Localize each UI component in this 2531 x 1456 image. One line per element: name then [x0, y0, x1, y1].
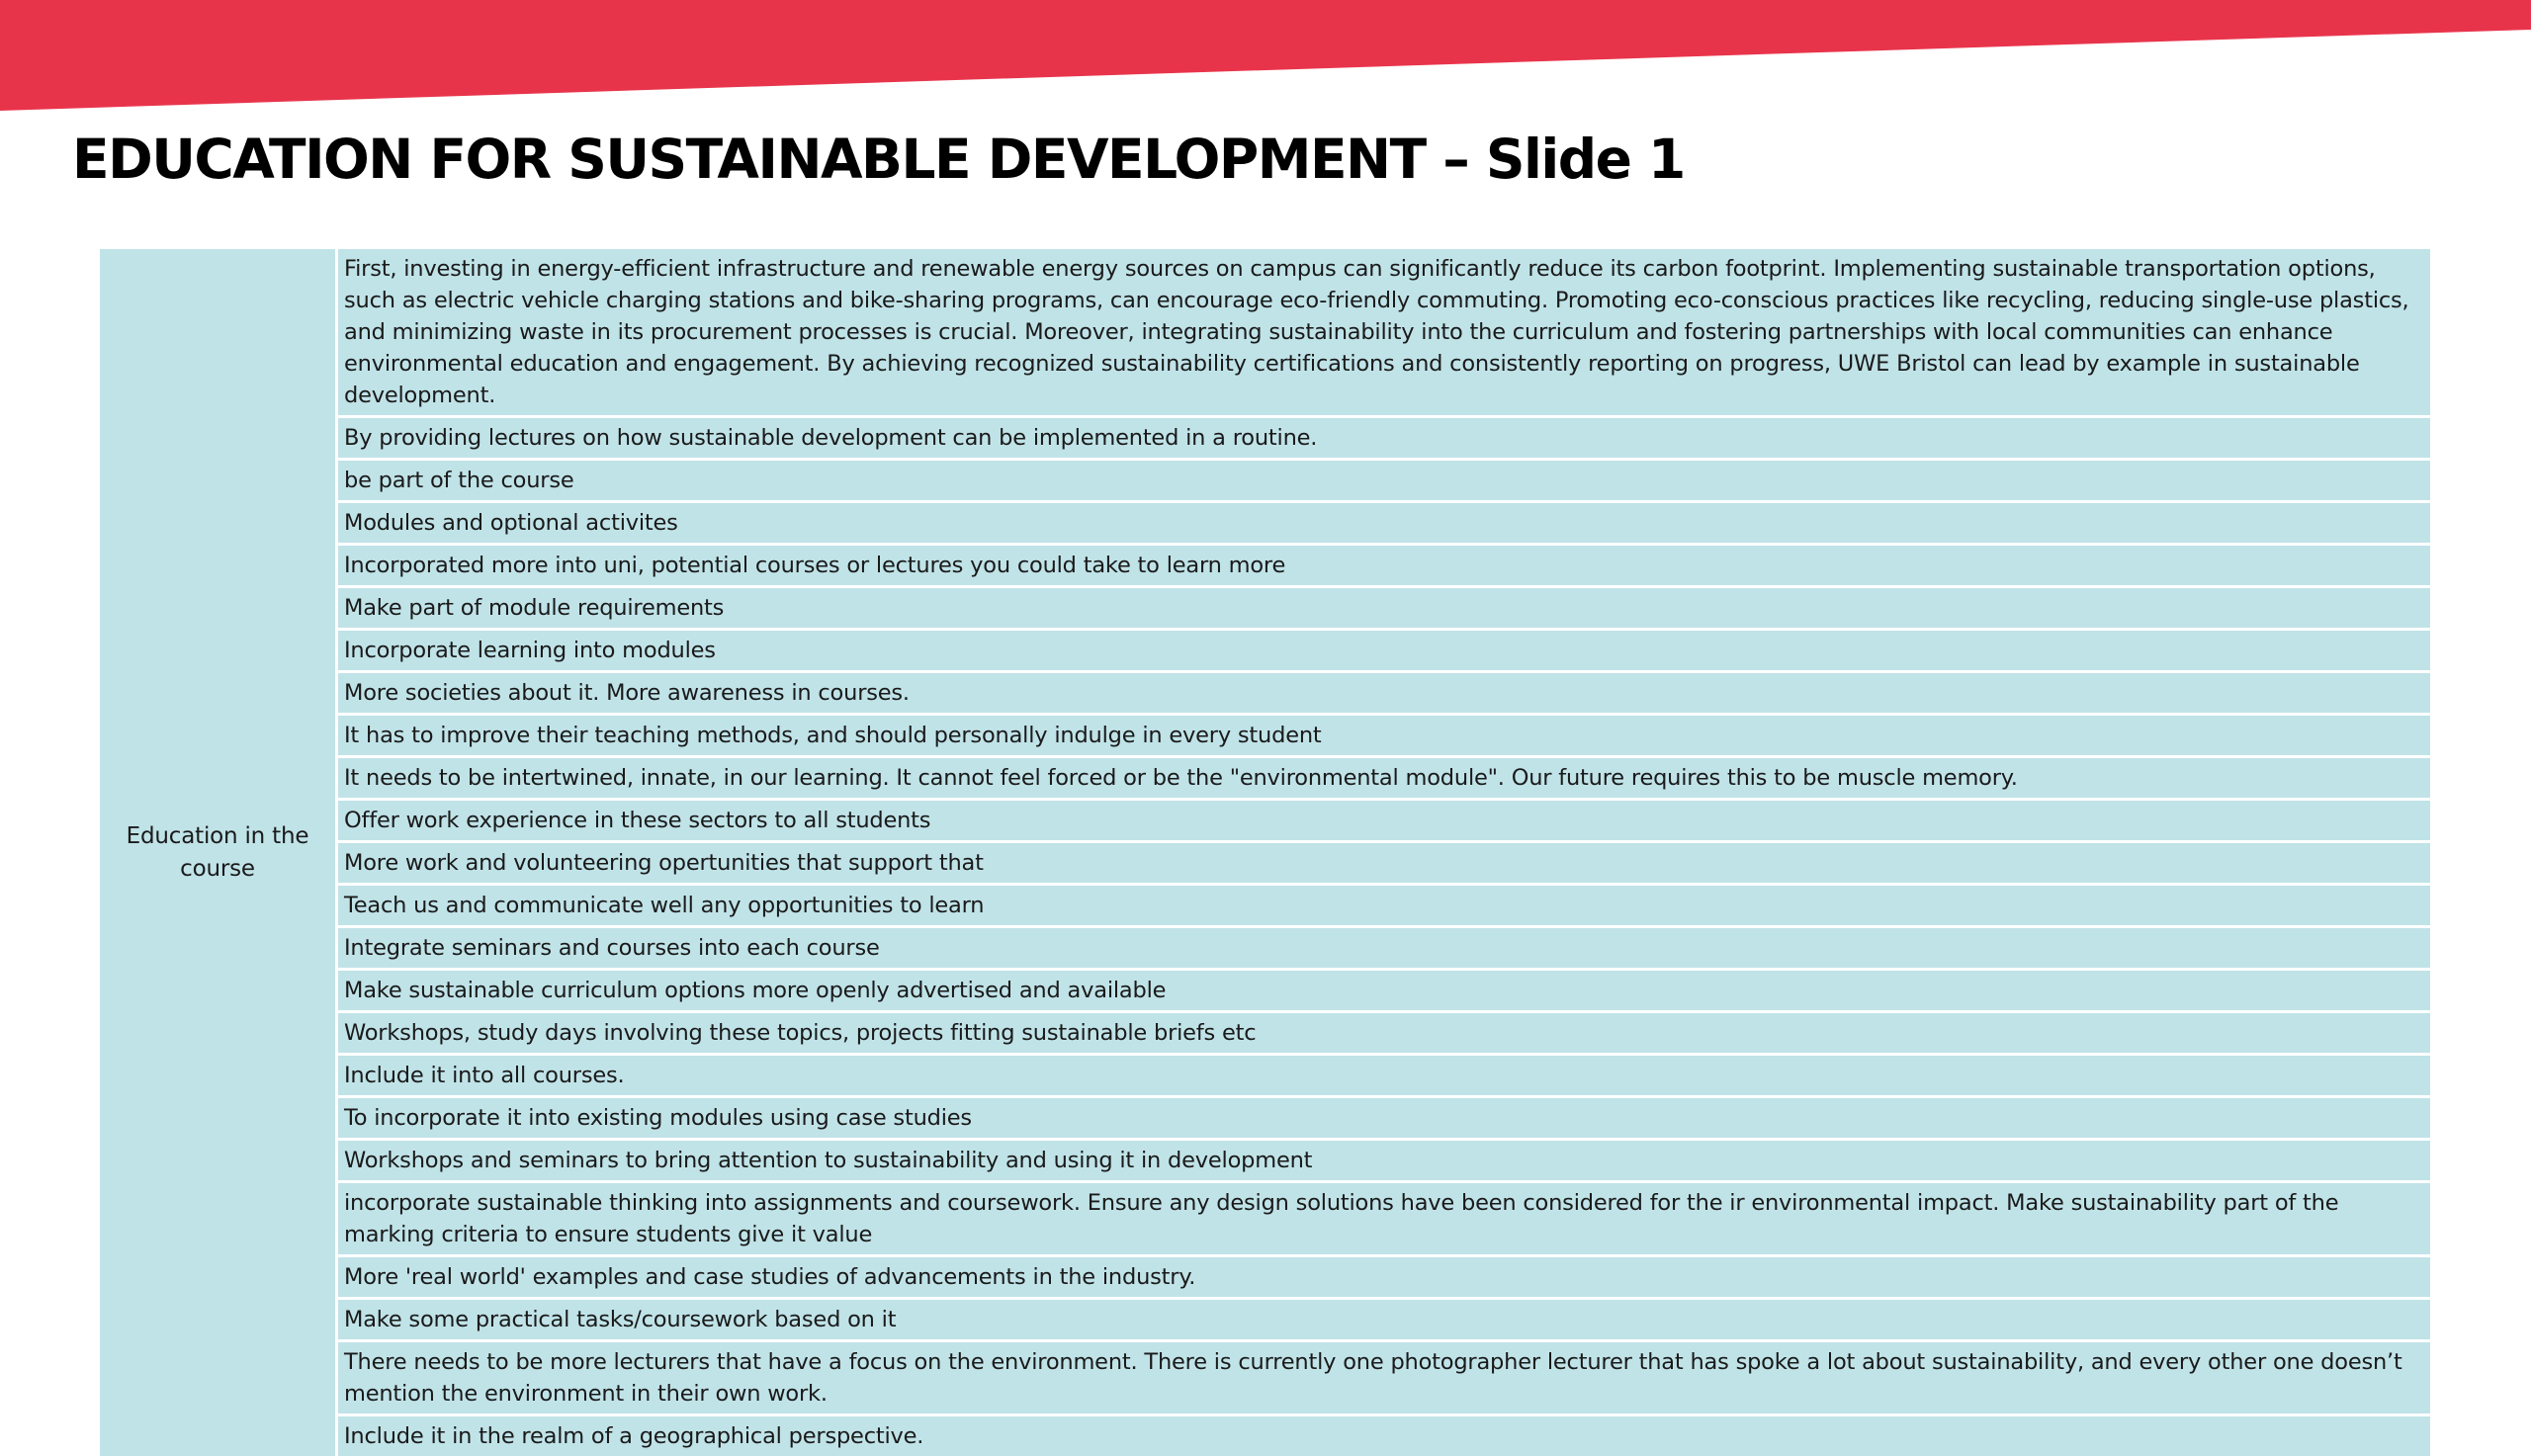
response-cell: Workshops, study days involving these topics, projects fitting sustainable briefs etc — [337, 1012, 2431, 1055]
table-row — [100, 1415, 2430, 1456]
table-row — [100, 800, 2430, 842]
table-row — [100, 1012, 2430, 1055]
response-cell: be part of the course — [337, 460, 2431, 502]
table-row — [100, 715, 2430, 757]
response-cell: By providing lectures on how sustainable development can be implemented in a routine. — [337, 417, 2431, 460]
responses-table — [100, 249, 2430, 1456]
table-row — [100, 927, 2430, 970]
category-cell: Education in the course — [100, 249, 337, 1456]
table-row — [100, 249, 2430, 417]
table-row — [100, 1140, 2430, 1182]
response-cell: More 'real world' examples and case studies of advancements in the industry. — [337, 1256, 2431, 1299]
response-cell: It has to improve their teaching methods, and should personally indulge in every student — [337, 715, 2431, 757]
table-row — [100, 417, 2430, 460]
response-cell: Modules and optional activites — [337, 502, 2431, 545]
response-cell: There needs to be more lecturers that have a focus on the environment. There is currently one photographer lecturer that has spoke a lot about sustainability, and every other one doesn’t mention the environment in their own work. — [337, 1341, 2431, 1415]
table-row — [100, 1299, 2430, 1341]
table-row — [100, 460, 2430, 502]
response-cell: Offer work experience in these sectors to all students — [337, 800, 2431, 842]
table-row — [100, 545, 2430, 587]
response-cell: Teach us and communicate well any opportunities to learn — [337, 885, 2431, 927]
response-cell: Integrate seminars and courses into each course — [337, 927, 2431, 970]
response-cell: Include it in the realm of a geographical perspective. — [337, 1415, 2431, 1456]
response-cell: Make part of module requirements — [337, 587, 2431, 630]
response-cell: More work and volunteering opertunities that support that — [337, 842, 2431, 885]
table-row — [100, 672, 2430, 715]
slide-title: EDUCATION FOR SUSTAINABLE DEVELOPMENT – Slide 1 — [72, 115, 1685, 204]
table-row — [100, 502, 2430, 545]
response-cell: It needs to be intertwined, innate, in our learning. It cannot feel forced or be the "environmental module". Our future requires this to be muscle memory. — [337, 757, 2431, 800]
table-row — [100, 587, 2430, 630]
response-cell: More societies about it. More awareness in courses. — [337, 672, 2431, 715]
table-row — [100, 842, 2430, 885]
response-cell: Make sustainable curriculum options more openly advertised and available — [337, 970, 2431, 1012]
table-row — [100, 1182, 2430, 1256]
table-row — [100, 1341, 2430, 1415]
response-cell: Make some practical tasks/coursework based on it — [337, 1299, 2431, 1341]
table-row — [100, 885, 2430, 927]
response-cell: First, investing in energy-efficient infrastructure and renewable energy sources on campus can significantly reduce its carbon footprint. Implementing sustainable transportation options, such as electric vehicle charging stations and bike-sharing programs, can encourage eco-friendly commuting. Promoting eco-conscious practices like recycling, reducing single-use plastics, and minimizing waste in its procurement processes is crucial. Moreover, integrating sustainability into the curriculum and fostering partnerships with local communities can enhance environmental education and engagement. By achieving recognized sustainability certifications and consistently reporting on progress, UWE Bristol can lead by example in sustainable development. — [337, 249, 2431, 417]
table-row — [100, 757, 2430, 800]
response-cell: Workshops and seminars to bring attention to sustainability and using it in development — [337, 1140, 2431, 1182]
header-accent-banner — [0, 0, 2531, 111]
response-cell: incorporate sustainable thinking into assignments and coursework. Ensure any design solutions have been considered for the ir environmental impact. Make sustainability part of the marking criteria to ensure students give it value — [337, 1182, 2431, 1256]
table-row — [100, 630, 2430, 672]
accent-stripe — [0, 0, 2531, 111]
table-row — [100, 1097, 2430, 1140]
responses-table-container — [100, 249, 2430, 1456]
response-cell: Include it into all courses. — [337, 1055, 2431, 1097]
table-row — [100, 1256, 2430, 1299]
table-row — [100, 970, 2430, 1012]
responses-table-body — [100, 249, 2430, 1456]
table-row — [100, 1055, 2430, 1097]
response-cell: Incorporate learning into modules — [337, 630, 2431, 672]
response-cell: To incorporate it into existing modules using case studies — [337, 1097, 2431, 1140]
response-cell: Incorporated more into uni, potential courses or lectures you could take to learn more — [337, 545, 2431, 587]
